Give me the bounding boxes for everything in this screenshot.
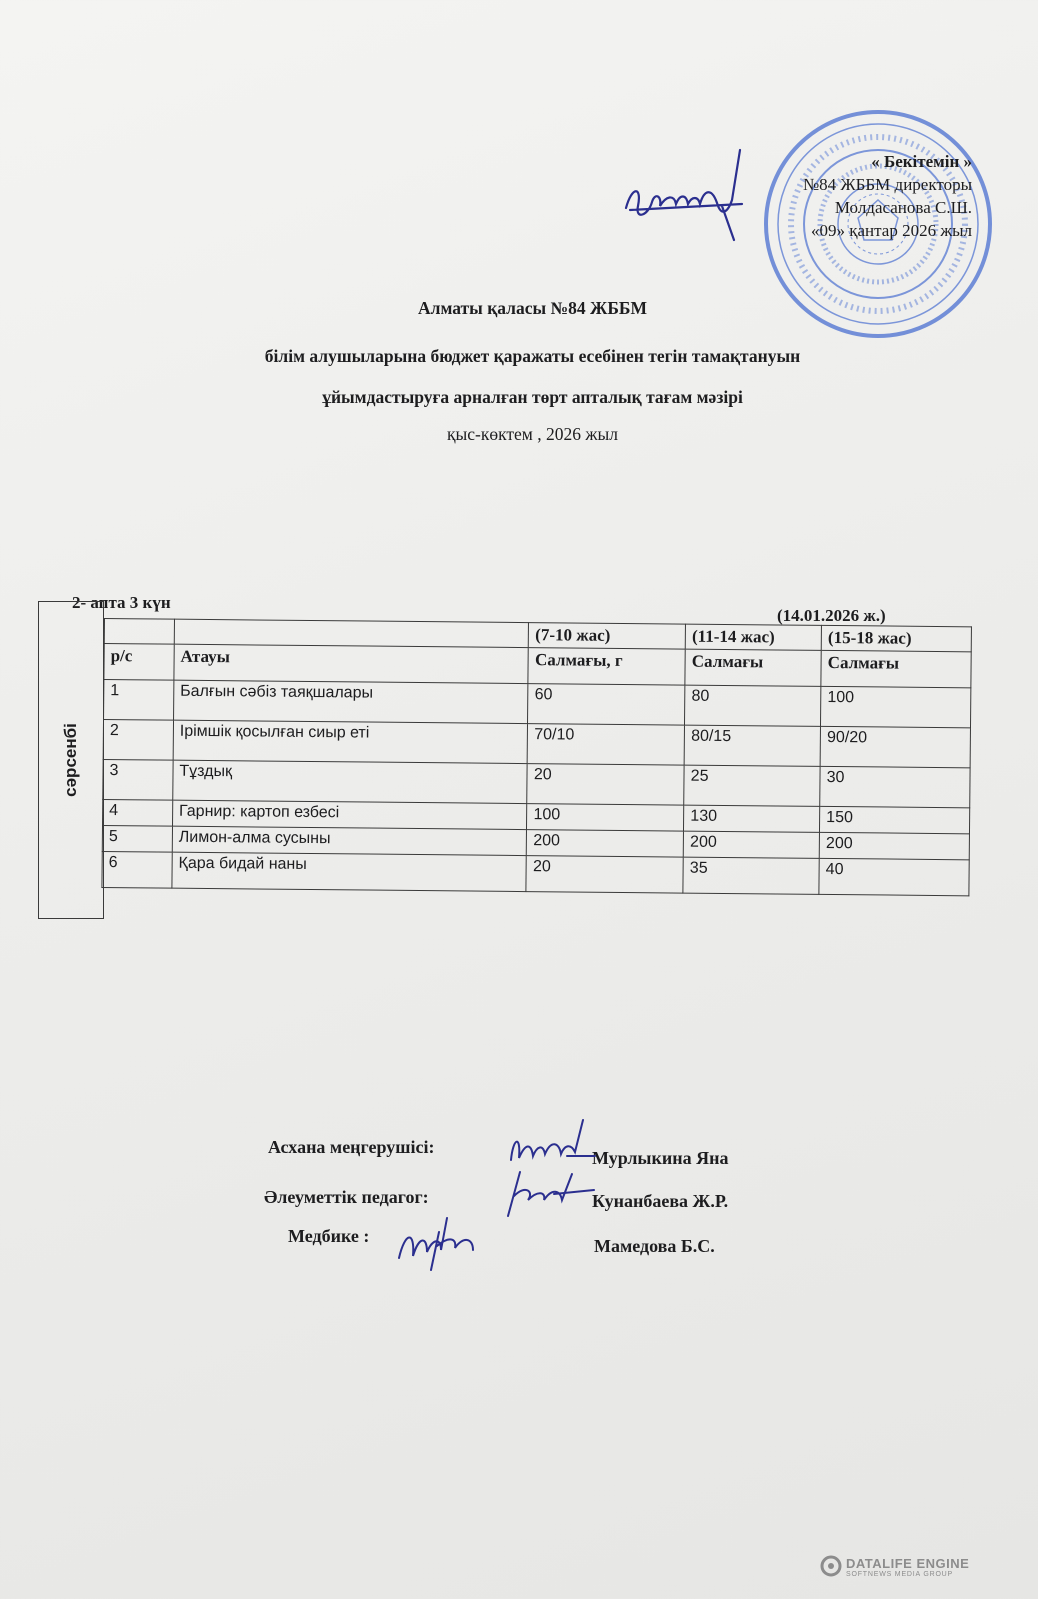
dish-name: Ірімшік қосылған сиыр еті: [173, 720, 528, 763]
weight-7-10: 20: [527, 764, 684, 806]
age-group-header: (11-14 жас): [685, 624, 821, 650]
week-day-label: 2- апта 3 күн: [72, 593, 171, 612]
weight-11-14: 200: [683, 831, 819, 858]
signer-role-kitchen: Асхана меңгерушісі:: [268, 1137, 435, 1157]
row-num: 4: [103, 799, 173, 826]
dish-name: Лимон-алма сусыны: [172, 826, 527, 855]
age-group-header: (15-18 жас): [821, 625, 971, 651]
signer-name-nurse: Мамедова Б.С.: [594, 1236, 715, 1256]
weight-15-18: 100: [821, 686, 971, 727]
signer-role-nurse: Медбике :: [288, 1226, 370, 1246]
empty-cell: [104, 619, 174, 645]
weight-11-14: 80/15: [684, 725, 820, 766]
approval-date: «09» қантар 2026 жыл: [811, 221, 972, 240]
watermark-sub: SOFTNEWS MEDIA GROUP: [846, 1571, 954, 1578]
row-num: 5: [102, 825, 172, 852]
row-num: 1: [104, 680, 174, 721]
dish-name: Тұздық: [173, 760, 528, 803]
weight-15-18: 150: [820, 806, 970, 833]
table-row: [102, 851, 969, 895]
watermark-brand: DATALIFE ENGINE: [846, 1556, 970, 1571]
dish-name: Гарнир: картоп езбесі: [172, 800, 527, 829]
weekday-label: сәрсенбі: [61, 723, 80, 797]
weight-7-10: 20: [526, 856, 683, 894]
empty-cell: [174, 619, 529, 647]
approval-block: [803, 150, 972, 242]
doc-title-line1: Алматы қаласы №84 ЖББМ: [418, 298, 647, 318]
weight-11-14: 25: [684, 765, 820, 806]
weight-7-10: 70/10: [527, 724, 684, 766]
weight-11-14: 130: [684, 805, 820, 832]
weight-15-18: 200: [819, 832, 969, 859]
watermark: [846, 1556, 969, 1578]
weight-15-18: 30: [820, 766, 970, 807]
signer-name-social: Кунанбаева Ж.Р.: [592, 1191, 729, 1211]
signature-nurse: [395, 1212, 495, 1274]
col-header-num: р/с: [104, 644, 174, 681]
weight-7-10: 60: [528, 684, 685, 726]
col-header-weight: Салмағы, г: [528, 648, 685, 686]
age-group-header: (7-10 жас): [529, 623, 686, 650]
approval-position: №84 ЖББМ директоры: [802, 175, 972, 194]
dish-name: Қара бидай наны: [172, 852, 527, 891]
weight-15-18: 90/20: [820, 726, 970, 767]
weekday-side-cell: [38, 601, 104, 919]
signature-social: [498, 1166, 598, 1224]
signer-role-social: Әлеуметтік педагог:: [264, 1187, 429, 1207]
weight-11-14: 80: [685, 685, 821, 726]
row-num: 2: [103, 720, 173, 761]
doc-title-line2: білім алушыларына бюджет қаражаты есебінен тегін тамақтануын: [264, 346, 801, 366]
menu-table: [101, 618, 972, 896]
dish-name: Балғын сәбіз таяқшалары: [173, 680, 528, 723]
weight-7-10: 200: [527, 830, 684, 858]
col-header-weight: Салмағы: [821, 650, 971, 687]
row-num: 3: [103, 759, 173, 800]
col-header-name: Атауы: [174, 644, 529, 683]
col-header-weight: Салмағы: [685, 649, 821, 686]
weight-7-10: 100: [527, 804, 684, 832]
doc-title-line3: ұйымдастыруға арналған төрт апталық тағам мәзірі: [322, 387, 743, 407]
menu-date: (14.01.2026 ж.): [777, 606, 886, 625]
doc-season: қыс-көктем , 2026 жыл: [447, 424, 618, 444]
row-num: 6: [102, 851, 172, 888]
weight-15-18: 40: [819, 858, 969, 895]
approval-heading: « Бекітемін »: [871, 152, 972, 171]
weight-11-14: 35: [683, 857, 819, 894]
approval-director-name: Молдасанова С.Ш.: [834, 198, 972, 217]
datalife-logo-icon: [820, 1555, 842, 1577]
director-signature: [622, 146, 762, 246]
signer-name-kitchen: Мурлыкина Яна: [592, 1148, 729, 1168]
